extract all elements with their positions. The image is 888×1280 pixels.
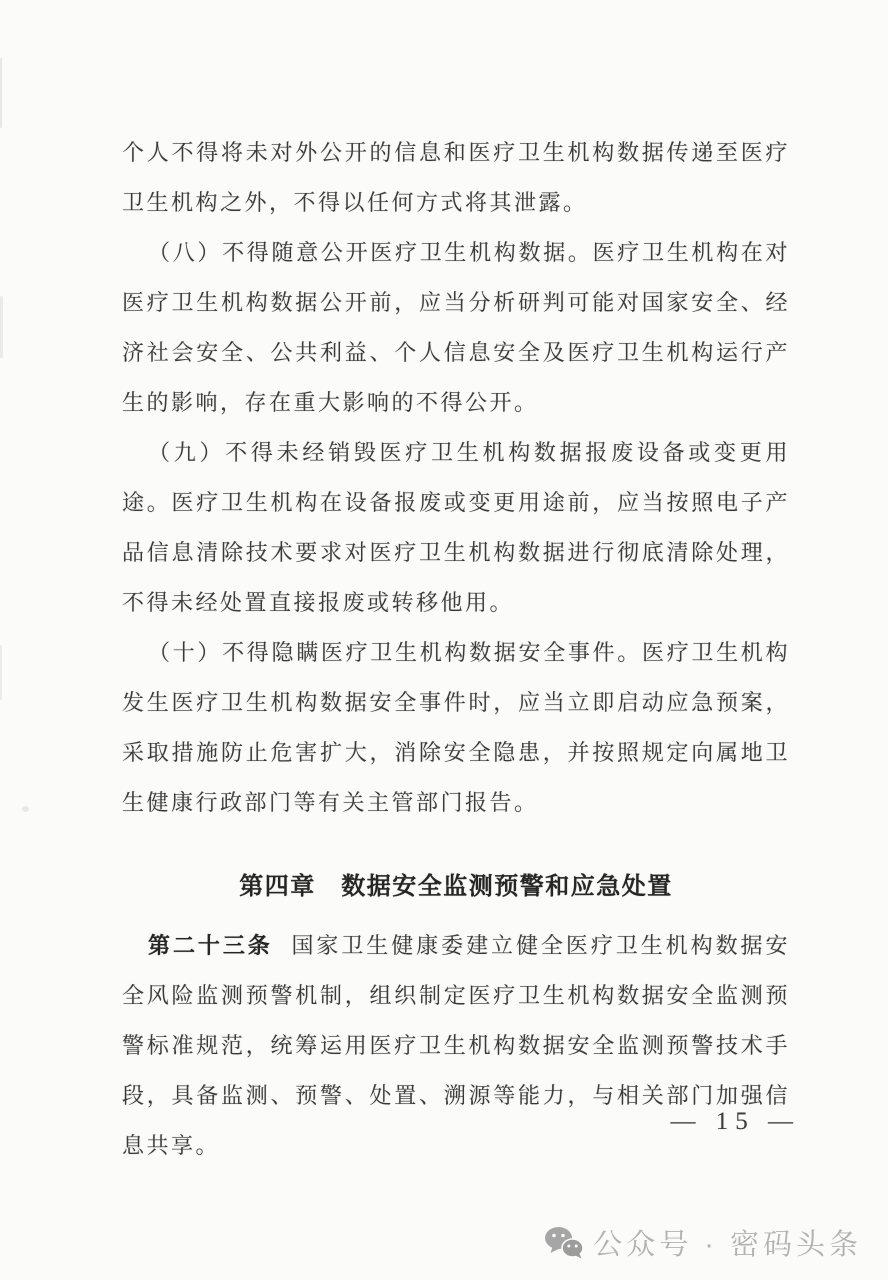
wechat-icon (544, 1226, 584, 1260)
scan-artifact (22, 806, 29, 812)
paragraph-item-10: （十）不得隐瞒医疗卫生机构数据安全事件。医疗卫生机构发生医疗卫生机构数据安全事件时，应当立即启动应急预案，采取措施防止危害扩大，消除安全隐患，并按照规定向属地卫生健康行政部门等有关主管部门报告。 (122, 640, 790, 815)
watermark (544, 1222, 862, 1263)
paragraph-item-8: （八）不得随意公开医疗卫生机构数据。医疗卫生机构在对医疗卫生机构数据公开前，应当分析研判可能对国家安全、经济社会安全、公共利益、个人信息安全及医疗卫生机构运行产生的影响，存在重大影响的不得公开。 (122, 240, 790, 415)
scan-artifact (0, 645, 2, 700)
scan-artifact (0, 296, 3, 358)
article-text: 国家卫生健康委建立健全医疗卫生机构数据安全风险监测预警机制，组织制定医疗卫生机构数据安全监测预警标准规范，统筹运用医疗卫生机构数据安全监测预警技术手段，具备监测、预警、处置、溯源等能力，与相关部门加强信息共享。 (122, 933, 790, 1158)
document-body (122, 128, 790, 1171)
chapter-heading: 第四章 数据安全监测预警和应急处置 (239, 873, 673, 900)
paragraph-continuation: 个人不得将未对外公开的信息和医疗卫生机构数据传递至医疗卫生机构之外，不得以任何方式将其泄露。 (122, 140, 790, 215)
article-number: 第二十三条 (148, 933, 273, 958)
page-number: — 15 — (670, 1108, 800, 1135)
watermark-text: 公众号 · 密码头条 (593, 1229, 862, 1261)
scan-artifact (0, 58, 2, 128)
paragraph-item-9: （九）不得未经销毁医疗卫生机构数据报废设备或变更用途。医疗卫生机构在设备报废或变更用途前，应当按照电子产品信息清除技术要求对医疗卫生机构数据进行彻底清除处理，不得未经处置直接报废或转移他用。 (122, 440, 790, 615)
